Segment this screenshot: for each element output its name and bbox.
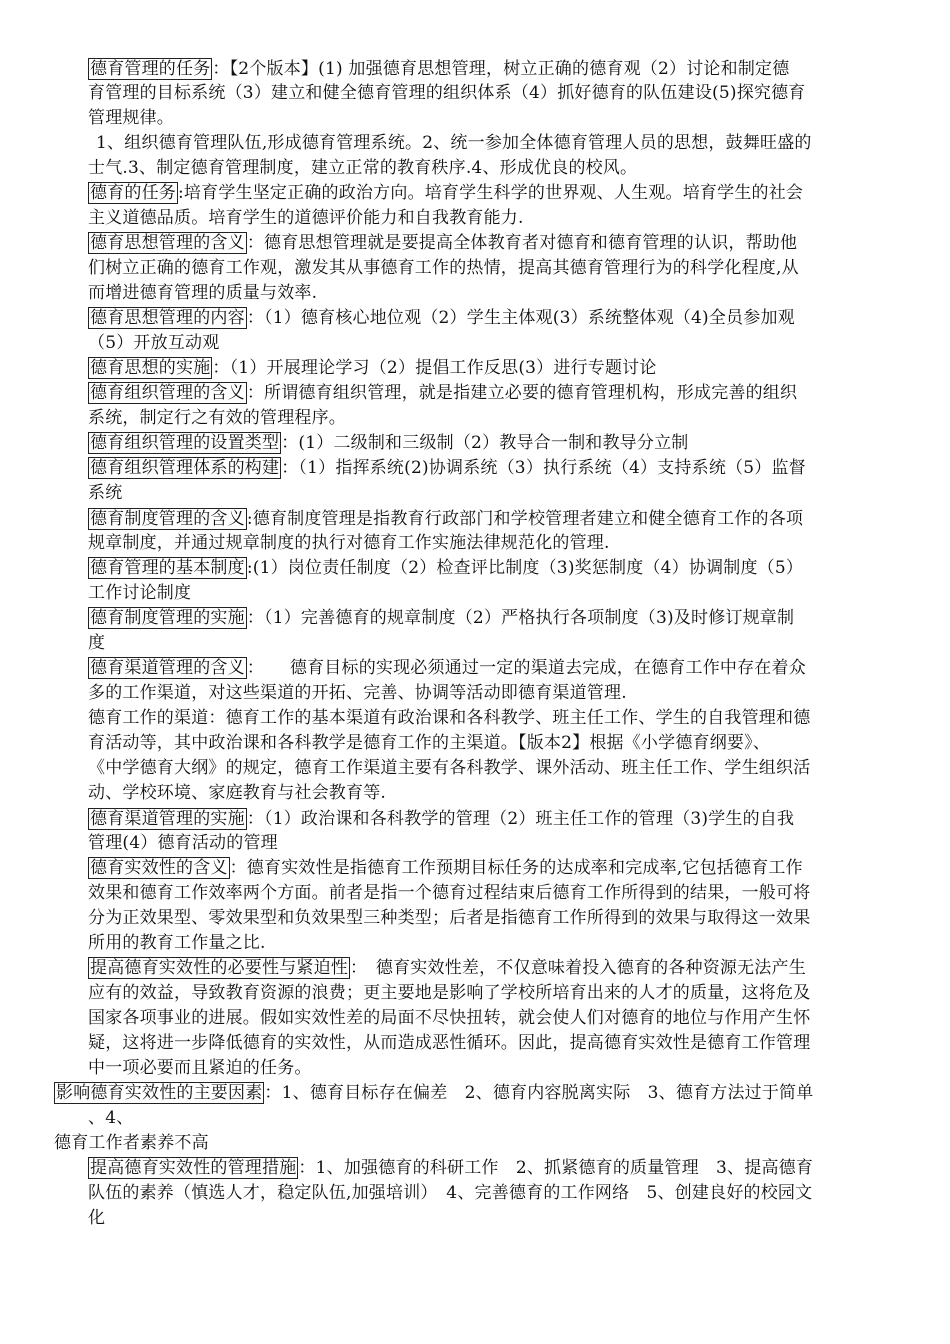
boxed-term: 德育制度管理的含义: [90, 509, 245, 529]
text-line: [88, 681, 627, 705]
text-line: [96, 131, 812, 155]
text-line: [88, 1031, 810, 1055]
line-text: 、4、: [88, 1108, 134, 1128]
line-text: ：（1）开展理论学习（2）提倡工作反思(3）进行专题讨论: [212, 358, 657, 378]
line-text: 1、组织德育管理队伍,形成德育管理系统。2、统一参加全体德育管理人员的思想，鼓舞旺盛的: [96, 133, 812, 153]
boxed-term: 德育的任务: [90, 183, 176, 203]
text-line: [88, 1156, 813, 1180]
line-text: 疑，这将进一步降低德育的实效性，从而造成恶性循环。因此，提高德育实效性是德育工作管理: [88, 1033, 811, 1053]
line-text: 化: [88, 1208, 106, 1228]
boxed-term: 德育思想管理的内容: [90, 308, 245, 328]
line-text: :培育学生坚定正确的政治方向。培育学生科学的世界观、人生观。培育学生的社会: [178, 183, 804, 203]
line-text: ：（1）德育核心地位观（2）学生主体观(3）系统整体观（4)全员参加观: [246, 308, 795, 328]
boxed-term: 德育思想管理的含义: [90, 233, 245, 253]
line-text: ：（1）政治课和各科教学的管理（2）班主任工作的管理（3)学生的自我: [246, 809, 795, 829]
text-line: [88, 331, 219, 355]
line-text: 应有的效益，导致教育资源的浪费；更主要地是影响了学校所培育出来的人才的质量，这将危及: [88, 983, 811, 1003]
text-line: [88, 756, 810, 780]
line-text: 管理(4）德育活动的管理: [88, 833, 278, 853]
text-line: [88, 181, 803, 205]
text-line: [88, 1006, 810, 1030]
text-line: [88, 631, 105, 655]
boxed-term: 德育实效性的含义: [90, 858, 228, 878]
text-line: [88, 856, 803, 880]
line-text: :德育制度管理是指教育行政部门和学校管理者建立和健全德育工作的各项: [246, 509, 804, 529]
text-line: [88, 507, 803, 531]
text-line: [88, 531, 610, 555]
line-text: 系统: [88, 483, 123, 503]
boxed-term: 德育管理的基本制度: [90, 558, 245, 578]
boxed-term: 德育思想的实施: [90, 358, 211, 378]
boxed-term: 德育渠道管理的含义: [90, 658, 245, 678]
line-text: 动、学校环境、家庭教育与社会教育等.: [88, 783, 387, 803]
line-text: ： 德育目标的实现必须通过一定的渠道去完成，在德育工作中存在着众: [246, 658, 806, 678]
text-line: [88, 306, 795, 330]
text-line: [88, 1056, 312, 1080]
text-line: [88, 731, 770, 755]
text-line: [88, 256, 799, 280]
text-line: [88, 706, 810, 730]
line-text: 规章制度，并通过规章制度的执行对德育工作实施法律规范化的管理.: [88, 533, 610, 553]
boxed-term: 德育组织管理的设置类型: [90, 433, 280, 453]
boxed-term: 德育管理的任务: [90, 59, 211, 79]
line-text: ：【2个版本】(1) 加强德育思想管理，树立正确的德育观（2）讨论和制定德: [212, 59, 790, 79]
line-text: 工作讨论制度: [88, 583, 192, 603]
text-line: [88, 231, 797, 255]
line-text: 而增进德育管理的质量与效率.: [88, 283, 318, 303]
line-text: 分为正效果型、零效果型和负效果型三种类型；后者是指德育工作所得到的效果与取得这一效果: [88, 908, 811, 928]
line-text: ：（1）完善德育的规章制度（2）严格执行各项制度（3)及时修订规章制: [246, 608, 795, 628]
text-line: [54, 1081, 813, 1105]
text-line: [88, 881, 810, 905]
line-text: ：1、加强德育的科研工作 2、抓紧德育的质量管理 3、提高德育: [298, 1158, 814, 1178]
boxed-term: 德育渠道管理的实施: [90, 809, 245, 829]
line-text: 系统，制定行之有效的管理程序。: [88, 408, 346, 428]
boxed-term: 影响德育实效性的主要因素: [56, 1083, 263, 1103]
text-line: [88, 381, 797, 405]
text-line: [88, 1206, 105, 1230]
text-line: [88, 156, 637, 180]
line-text: （5）开放互动观: [88, 333, 220, 353]
line-text: 德育工作者素养不高: [54, 1133, 209, 1153]
line-text: 管理规律。: [88, 108, 174, 128]
text-line: [88, 481, 122, 505]
text-line: [88, 931, 266, 955]
line-text: ：德育实效性是指德育工作预期目标任务的达成率和完成率,它包括德育工作: [229, 858, 803, 878]
text-line: [88, 406, 346, 430]
text-line: [88, 106, 174, 130]
line-text: ： 德育实效性差，不仅意味着投入德育的各种资源无法产生: [350, 958, 806, 978]
text-line: [88, 606, 794, 630]
text-line: [54, 1131, 209, 1155]
line-text: 主义道德品质。培育学生的道德评价能力和自我教育能力.: [88, 208, 524, 228]
text-line: [88, 1106, 133, 1130]
text-line: [88, 581, 191, 605]
text-line: [88, 456, 806, 480]
line-text: 度: [88, 633, 106, 653]
text-line: [88, 831, 278, 855]
text-line: [88, 81, 806, 105]
text-line: [88, 807, 794, 831]
text-line: [88, 906, 810, 930]
line-text: 士气.3、制定德育管理制度，建立正常的教育秩序.4、形成优良的校风。: [88, 158, 638, 178]
line-text: ：德育思想管理就是要提高全体教育者对德育和德育管理的认识，帮助他: [246, 233, 798, 253]
line-text: ：（1）指挥系统(2)协调系统（3）执行系统（4）支持系统（5）监督: [281, 458, 806, 478]
boxed-term: 德育组织管理的含义: [90, 383, 245, 403]
line-text: 《中学德育大纲》的规定，德育工作渠道主要有各科教学、课外活动、班主任工作、学生组织活: [88, 758, 811, 778]
boxed-term: 提高德育实效性的管理措施: [90, 1158, 297, 1178]
line-text: 德育工作的渠道：德育工作的基本渠道有政治课和各科教学、班主任工作、学生的自我管理和德: [88, 708, 811, 728]
line-text: ：所谓德育组织管理，就是指建立必要的德育管理机构，形成完善的组织: [246, 383, 798, 403]
text-line: [88, 431, 688, 455]
line-text: 育活动等，其中政治课和各科教学是德育工作的主渠道。【版本2】根据《小学德育纲要》、: [88, 733, 771, 753]
text-line: [88, 356, 657, 380]
text-line: [88, 656, 806, 680]
line-text: 效果和德育工作效率两个方面。前者是指一个德育过程结束后德育工作所得到的结果，一般可将: [88, 883, 811, 903]
line-text: 国家各项事业的进展。假如实效性差的局面不尽快扭转，就会使人们对德育的地位与作用产生怀: [88, 1008, 811, 1028]
line-text: ：(1）二级制和三级制（2）教导合一制和教导分立制: [281, 433, 689, 453]
text-line: [88, 57, 789, 81]
text-line: [88, 556, 803, 580]
text-line: [88, 956, 806, 980]
line-text: 所用的教育工作量之比.: [88, 933, 266, 953]
boxed-term: 德育组织管理体系的构建: [90, 458, 280, 478]
text-line: [88, 281, 317, 305]
line-text: 多的工作渠道，对这些渠道的开拓、完善、协调等活动即德育渠道管理.: [88, 683, 627, 703]
text-line: [88, 981, 810, 1005]
text-line: [88, 1181, 812, 1205]
line-text: 育管理的目标系统（3）建立和健全德育管理的组织体系（4）抓好德育的队伍建设(5)探究德育: [88, 83, 806, 103]
line-text: 们树立正确的德育工作观，激发其从事德育工作的热情，提高其德育管理行为的科学化程度,从: [88, 258, 799, 278]
boxed-term: 德育制度管理的实施: [90, 608, 245, 628]
line-text: 中一项必要而且紧迫的任务。: [88, 1058, 312, 1078]
text-line: [88, 206, 524, 230]
line-text: 队伍的素养（慎选人才，稳定队伍,加强培训） 4、完善德育的工作网络 5、创建良好的校园文: [88, 1183, 813, 1203]
line-text: ：1、德育目标存在偏差 2、德育内容脱离实际 3、德育方法过于简单: [264, 1083, 814, 1103]
text-line: [88, 781, 386, 805]
boxed-term: 提高德育实效性的必要性与紧迫性: [90, 958, 348, 978]
line-text: :(1）岗位责任制度（2）检查评比制度（3)奖惩制度（4）协调制度（5）: [246, 558, 804, 578]
